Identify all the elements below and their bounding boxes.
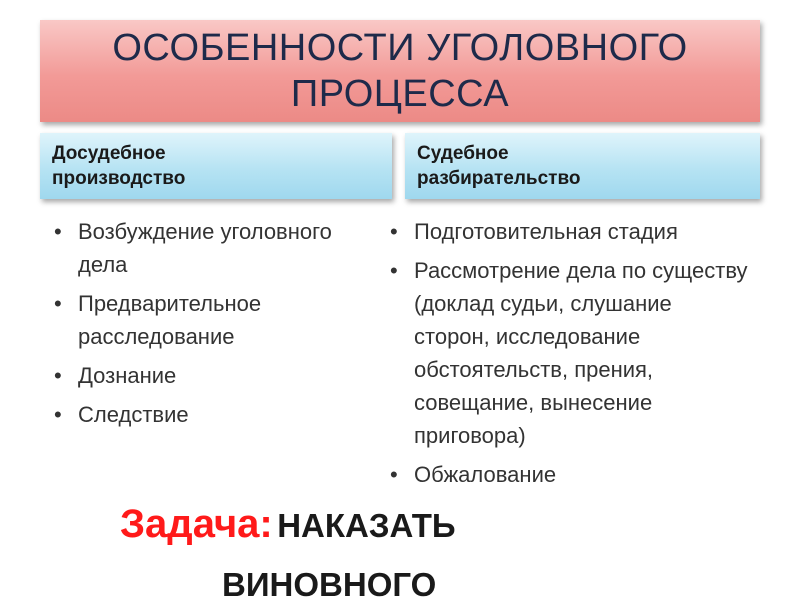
list-item: • Рассмотрение дела по существу (доклад судьи, слушание сторон, исследование обстоятельств, прения, совещание, вынесение приговора)	[388, 254, 748, 452]
right-column-header	[405, 133, 760, 199]
list-item: • Следствие	[52, 398, 372, 431]
right-header-label: Судебное разбирательство	[417, 143, 581, 189]
list-item: • Предварительное расследование	[52, 287, 372, 353]
task-text-line1: НАКАЗАТЬ	[277, 507, 456, 544]
list-item: • Обжалование	[388, 458, 748, 491]
left-header-label: Досудебное производство	[52, 143, 186, 189]
task-text-line2: ВИНОВНОГО	[222, 566, 437, 600]
list-item: • Подготовительная стадия	[388, 215, 748, 248]
task-label: Задача	[120, 502, 260, 546]
list-item: • Дознание	[52, 359, 372, 392]
left-column-header	[40, 133, 392, 199]
list-item: • Возбуждение уголовного дела	[52, 215, 372, 281]
task-colon: :	[259, 502, 273, 546]
task-statement	[120, 500, 680, 557]
left-bullet-list	[52, 215, 372, 437]
right-bullet-list	[388, 215, 748, 497]
slide-title: ОСОБЕННОСТИ УГОЛОВНОГО ПРОЦЕССА	[112, 27, 688, 115]
title-banner	[40, 20, 760, 122]
